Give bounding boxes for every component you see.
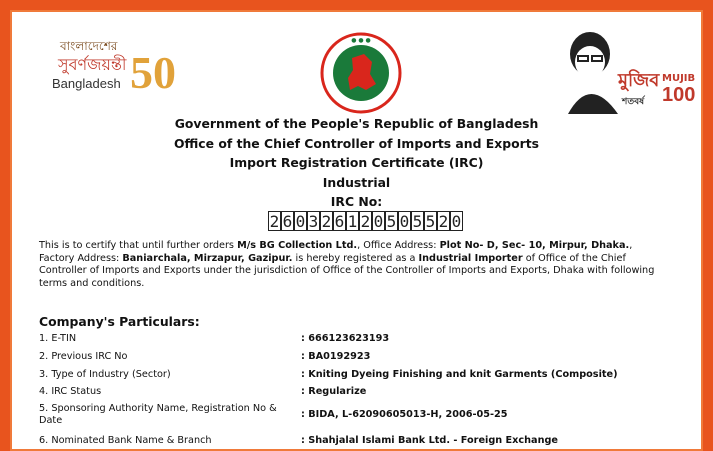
- certificate-header: [10, 114, 703, 212]
- header-category: Industrial: [322, 174, 391, 190]
- cert-text-1: This is to certify that until further orders: [39, 240, 238, 251]
- logo-right-sub: শতবর্ষ: [622, 97, 645, 107]
- header-government: Government of the People's Republic of Bangladesh: [174, 116, 539, 131]
- particular-value: : Regularize: [301, 386, 367, 397]
- header-irc-label: IRC No:: [330, 194, 383, 209]
- logo-right-100: 100: [662, 84, 696, 106]
- certificate-sheet: [10, 10, 703, 451]
- golden-jubilee-logo: [38, 38, 188, 108]
- svg-text:● ● ●: ● ● ●: [351, 37, 371, 44]
- certification-paragraph: [39, 240, 669, 290]
- cert-text-5: of Office of the Chief Controller of Imports and Exports under the jurisdiction of Office of the Controller of Imports and Exports, Dhaka with following terms and conditions.: [39, 252, 655, 289]
- mujib-100-logo: [558, 24, 696, 116]
- government-seal: [320, 32, 402, 114]
- logo-left-bn-big: সুবর্ণজয়ন্তী: [58, 55, 127, 74]
- particular-value: : Shahjalal Islami Bank Ltd. - Foreign Exchange: [301, 435, 558, 446]
- logo-right-bn: মুজিব: [618, 70, 660, 91]
- irc-digit: 5: [425, 212, 436, 231]
- irc-digit: 5: [412, 212, 423, 231]
- irc-digit: 6: [334, 212, 345, 231]
- particulars-title: Company's Particulars:: [39, 314, 200, 329]
- particular-label: 6. Nominated Bank Name & Branch: [39, 435, 212, 446]
- irc-digit: 2: [269, 212, 280, 231]
- particular-label: 5. Sponsoring Authority Name, Registration No & Date: [39, 403, 277, 426]
- registration-role: Industrial Importer: [418, 252, 523, 264]
- particular-label: 2. Previous IRC No: [39, 351, 128, 362]
- irc-digit: 2: [360, 212, 371, 231]
- particular-value: : BA0192923: [301, 351, 371, 362]
- irc-digit: 0: [451, 212, 462, 231]
- logo-right-mujib: MUJIB: [662, 73, 696, 84]
- irc-digit: 3: [308, 212, 319, 231]
- irc-digit: 6: [282, 212, 293, 231]
- irc-digit: 5: [386, 212, 397, 231]
- cert-text-2: , Office Address:: [357, 240, 440, 251]
- particular-value: : BIDA, L-62090605013-H, 2006-05-25: [301, 409, 508, 420]
- particular-value: : Kniting Dyeing Finishing and knit Garments (Composite): [301, 369, 618, 380]
- seal-icon: [320, 32, 402, 114]
- logo-left-en: Bangladesh: [52, 76, 121, 91]
- factory-address: Baniarchala, Mirzapur, Gazipur.: [122, 252, 293, 264]
- header-certificate-title: Import Registration Certificate (IRC): [229, 155, 484, 170]
- irc-number-boxes: [268, 211, 463, 233]
- office-address: Plot No- D, Sec- 10, Mirpur, Dhaka.: [439, 240, 630, 251]
- cert-text-3: , Factory Address:: [39, 240, 633, 264]
- irc-digit: 1: [347, 212, 358, 231]
- irc-digit: 2: [321, 212, 332, 231]
- particular-label: 3. Type of Industry (Sector): [39, 369, 171, 380]
- irc-digit: 0: [399, 212, 410, 231]
- logo-left-number: 50: [130, 47, 176, 98]
- company-name: M/s BG Collection Ltd.: [237, 240, 358, 251]
- header-office: Office of the Chief Controller of Imports and Exports: [173, 135, 540, 151]
- particular-label: 1. E-TIN: [39, 333, 77, 344]
- particular-value: : 666123623193: [301, 333, 390, 344]
- particular-label: 4. IRC Status: [39, 386, 102, 397]
- logo-left-bn-small: বাংলাদেশের: [60, 39, 118, 53]
- irc-digit: 0: [295, 212, 306, 231]
- irc-digit: 2: [438, 212, 449, 231]
- cert-text-4: is hereby registered as a: [292, 252, 419, 264]
- irc-digit: 0: [373, 212, 384, 231]
